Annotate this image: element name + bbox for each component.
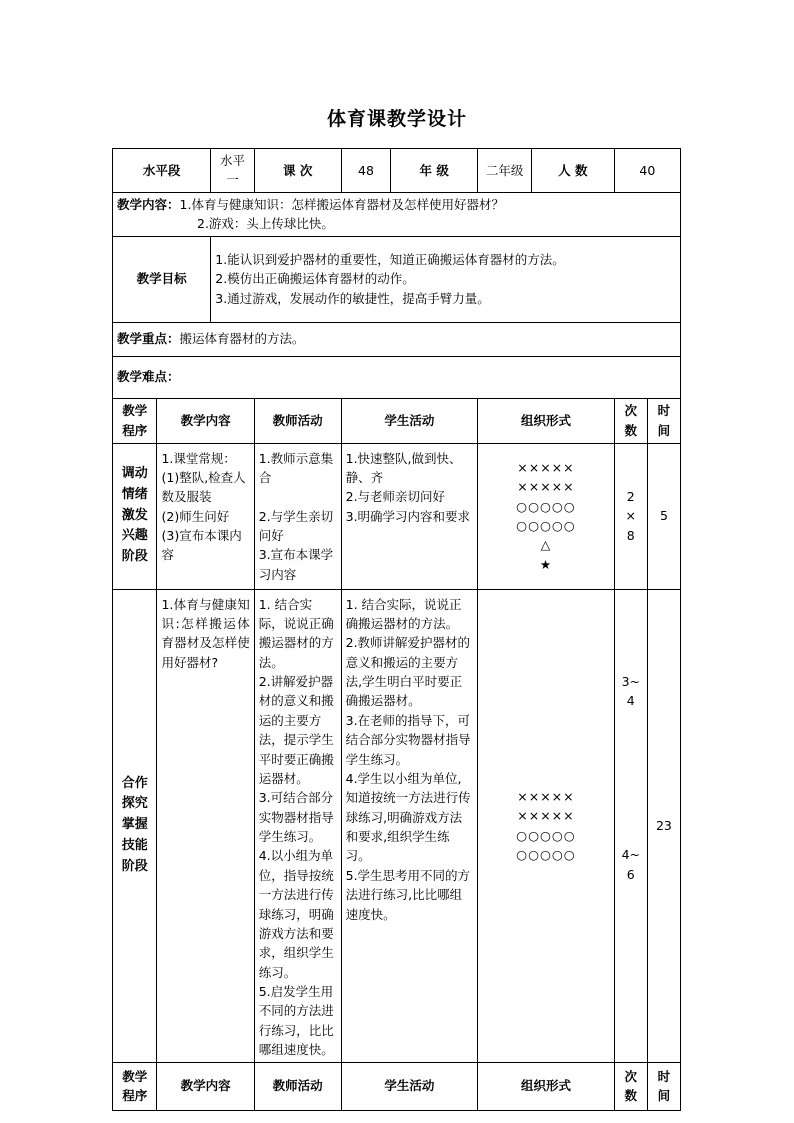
- col-stage: 教学 程序: [113, 1062, 157, 1110]
- info-row: [113, 149, 681, 193]
- col-student: 学生活动: [341, 1062, 478, 1110]
- col-form: 组织形式: [478, 1062, 615, 1110]
- stage-2-time: 23: [647, 589, 680, 1062]
- column-header-row: [113, 398, 681, 443]
- count-value: 40: [614, 149, 680, 193]
- stage-1-content: 1.课堂常规： (1)整队,检查人数及服装 (2)师生问好 (3)宣布本课内容: [157, 443, 254, 589]
- lesson-label: 课 次: [254, 149, 341, 193]
- teaching-content-cell: [113, 192, 681, 236]
- lesson-plan-table: [112, 148, 681, 1111]
- difficulty-row: [113, 356, 681, 398]
- col-teacher: 教师活动: [254, 398, 341, 443]
- col-stage: 教学 程序: [113, 398, 157, 443]
- stage-2-formation: ××××× ××××× ○○○○○ ○○○○○: [478, 589, 615, 1062]
- count-label: 人 数: [531, 149, 614, 193]
- col-times: 次 数: [614, 1062, 647, 1110]
- stage-row: [113, 589, 681, 1062]
- goals-text: 1.能认识到爱护器材的重要性，知道正确搬运体育器材的方法。 2.模仿出正确搬运体育器材的动作。 3.通过游戏，发展动作的敏捷性，提高手臂力量。: [211, 236, 681, 322]
- goals-row: [113, 236, 681, 322]
- col-teacher: 教师活动: [254, 1062, 341, 1110]
- col-form: 组织形式: [478, 398, 615, 443]
- stage-1-name: 调动 情绪 激发 兴趣 阶段: [113, 443, 157, 589]
- key-point-cell: [113, 322, 681, 356]
- document-title: 体育课教学设计: [326, 108, 467, 130]
- stage-2-student: 1. 结合实际，说说正确搬运器材的方法。 2.教师讲解爱护器材的意义和搬运的主要方法,学生明白平时要正确搬运器材。 3.在老师的指导下，可结合部分实物器材指导学生练习。 4.学生以小组为单位,知道按统一方法进行传球练习,明确游戏方法和要求,组织学生练习。 5.学生思考用不同的方法进行练习,比比哪组速度快。: [341, 589, 478, 1062]
- col-time: 时 间: [647, 1062, 680, 1110]
- lesson-value: 48: [341, 149, 391, 193]
- col-content: 教学内容: [157, 398, 254, 443]
- stage-2-teacher: 1. 结合实际，说说正确搬运器材的方法。 2.讲解爱护器材的意义和搬运的主要方法，提示学生平时要正确搬运器材。 3.可结合部分实物器材指导学生练习。 4.以小组为单位，指导按统一方法进行传球练习，明确游戏方法和要求，组织学生练习。 5.启发学生用不同的方法进行练习，比比哪组速度快。: [254, 589, 341, 1062]
- stage-2-times-cell: [614, 589, 647, 1062]
- key-point-row: [113, 322, 681, 356]
- teaching-content-line1: 1.体育与健康知识：怎样搬运体育器材及怎样使用好器材？: [179, 196, 504, 212]
- teaching-content-line2: 2.游戏：头上传球比快。: [197, 216, 334, 232]
- stage-2-name: 合作 探究 掌握 技能 阶段: [113, 589, 157, 1062]
- level-value: 水平一: [211, 149, 254, 193]
- stage-1-times: 2 × 8: [614, 443, 647, 589]
- col-student: 学生活动: [341, 398, 478, 443]
- difficulty-label: 教学难点：: [113, 356, 681, 398]
- key-point-text: 搬运体育器材的方法。: [179, 331, 305, 347]
- stage-row: [113, 443, 681, 589]
- grade-label: 年 级: [391, 149, 478, 193]
- stage-1-time: 5: [647, 443, 680, 589]
- key-point-label: 教学重点：: [117, 331, 180, 347]
- stage-2-times-a: 3~ 4: [621, 673, 640, 708]
- grade-value: 二年级: [478, 149, 532, 193]
- column-header-row-repeat: [113, 1062, 681, 1110]
- col-time: 时 间: [647, 398, 680, 443]
- stage-1-teacher: 1.教师示意集合 2.与学生亲切问好 3.宣布本课学习内容: [254, 443, 341, 589]
- stage-2-content: 1.体育与健康知识:怎样搬运体育器材及怎样使用好器材?: [157, 589, 254, 1062]
- stage-1-formation: ××××× ××××× ○○○○○ ○○○○○ △ ★: [478, 443, 615, 589]
- stage-2-times-b: 4~ 6: [621, 847, 640, 882]
- level-label: 水平段: [113, 149, 211, 193]
- content-row: [113, 192, 681, 236]
- teaching-content-label: 教学内容：: [117, 196, 180, 212]
- goals-label: 教学目标: [113, 236, 211, 322]
- col-times: 次 数: [614, 398, 647, 443]
- col-content: 教学内容: [157, 1062, 254, 1110]
- stage-1-student: 1.快速整队,做到快、静、齐 2.与老师亲切问好 3.明确学习内容和要求: [341, 443, 478, 589]
